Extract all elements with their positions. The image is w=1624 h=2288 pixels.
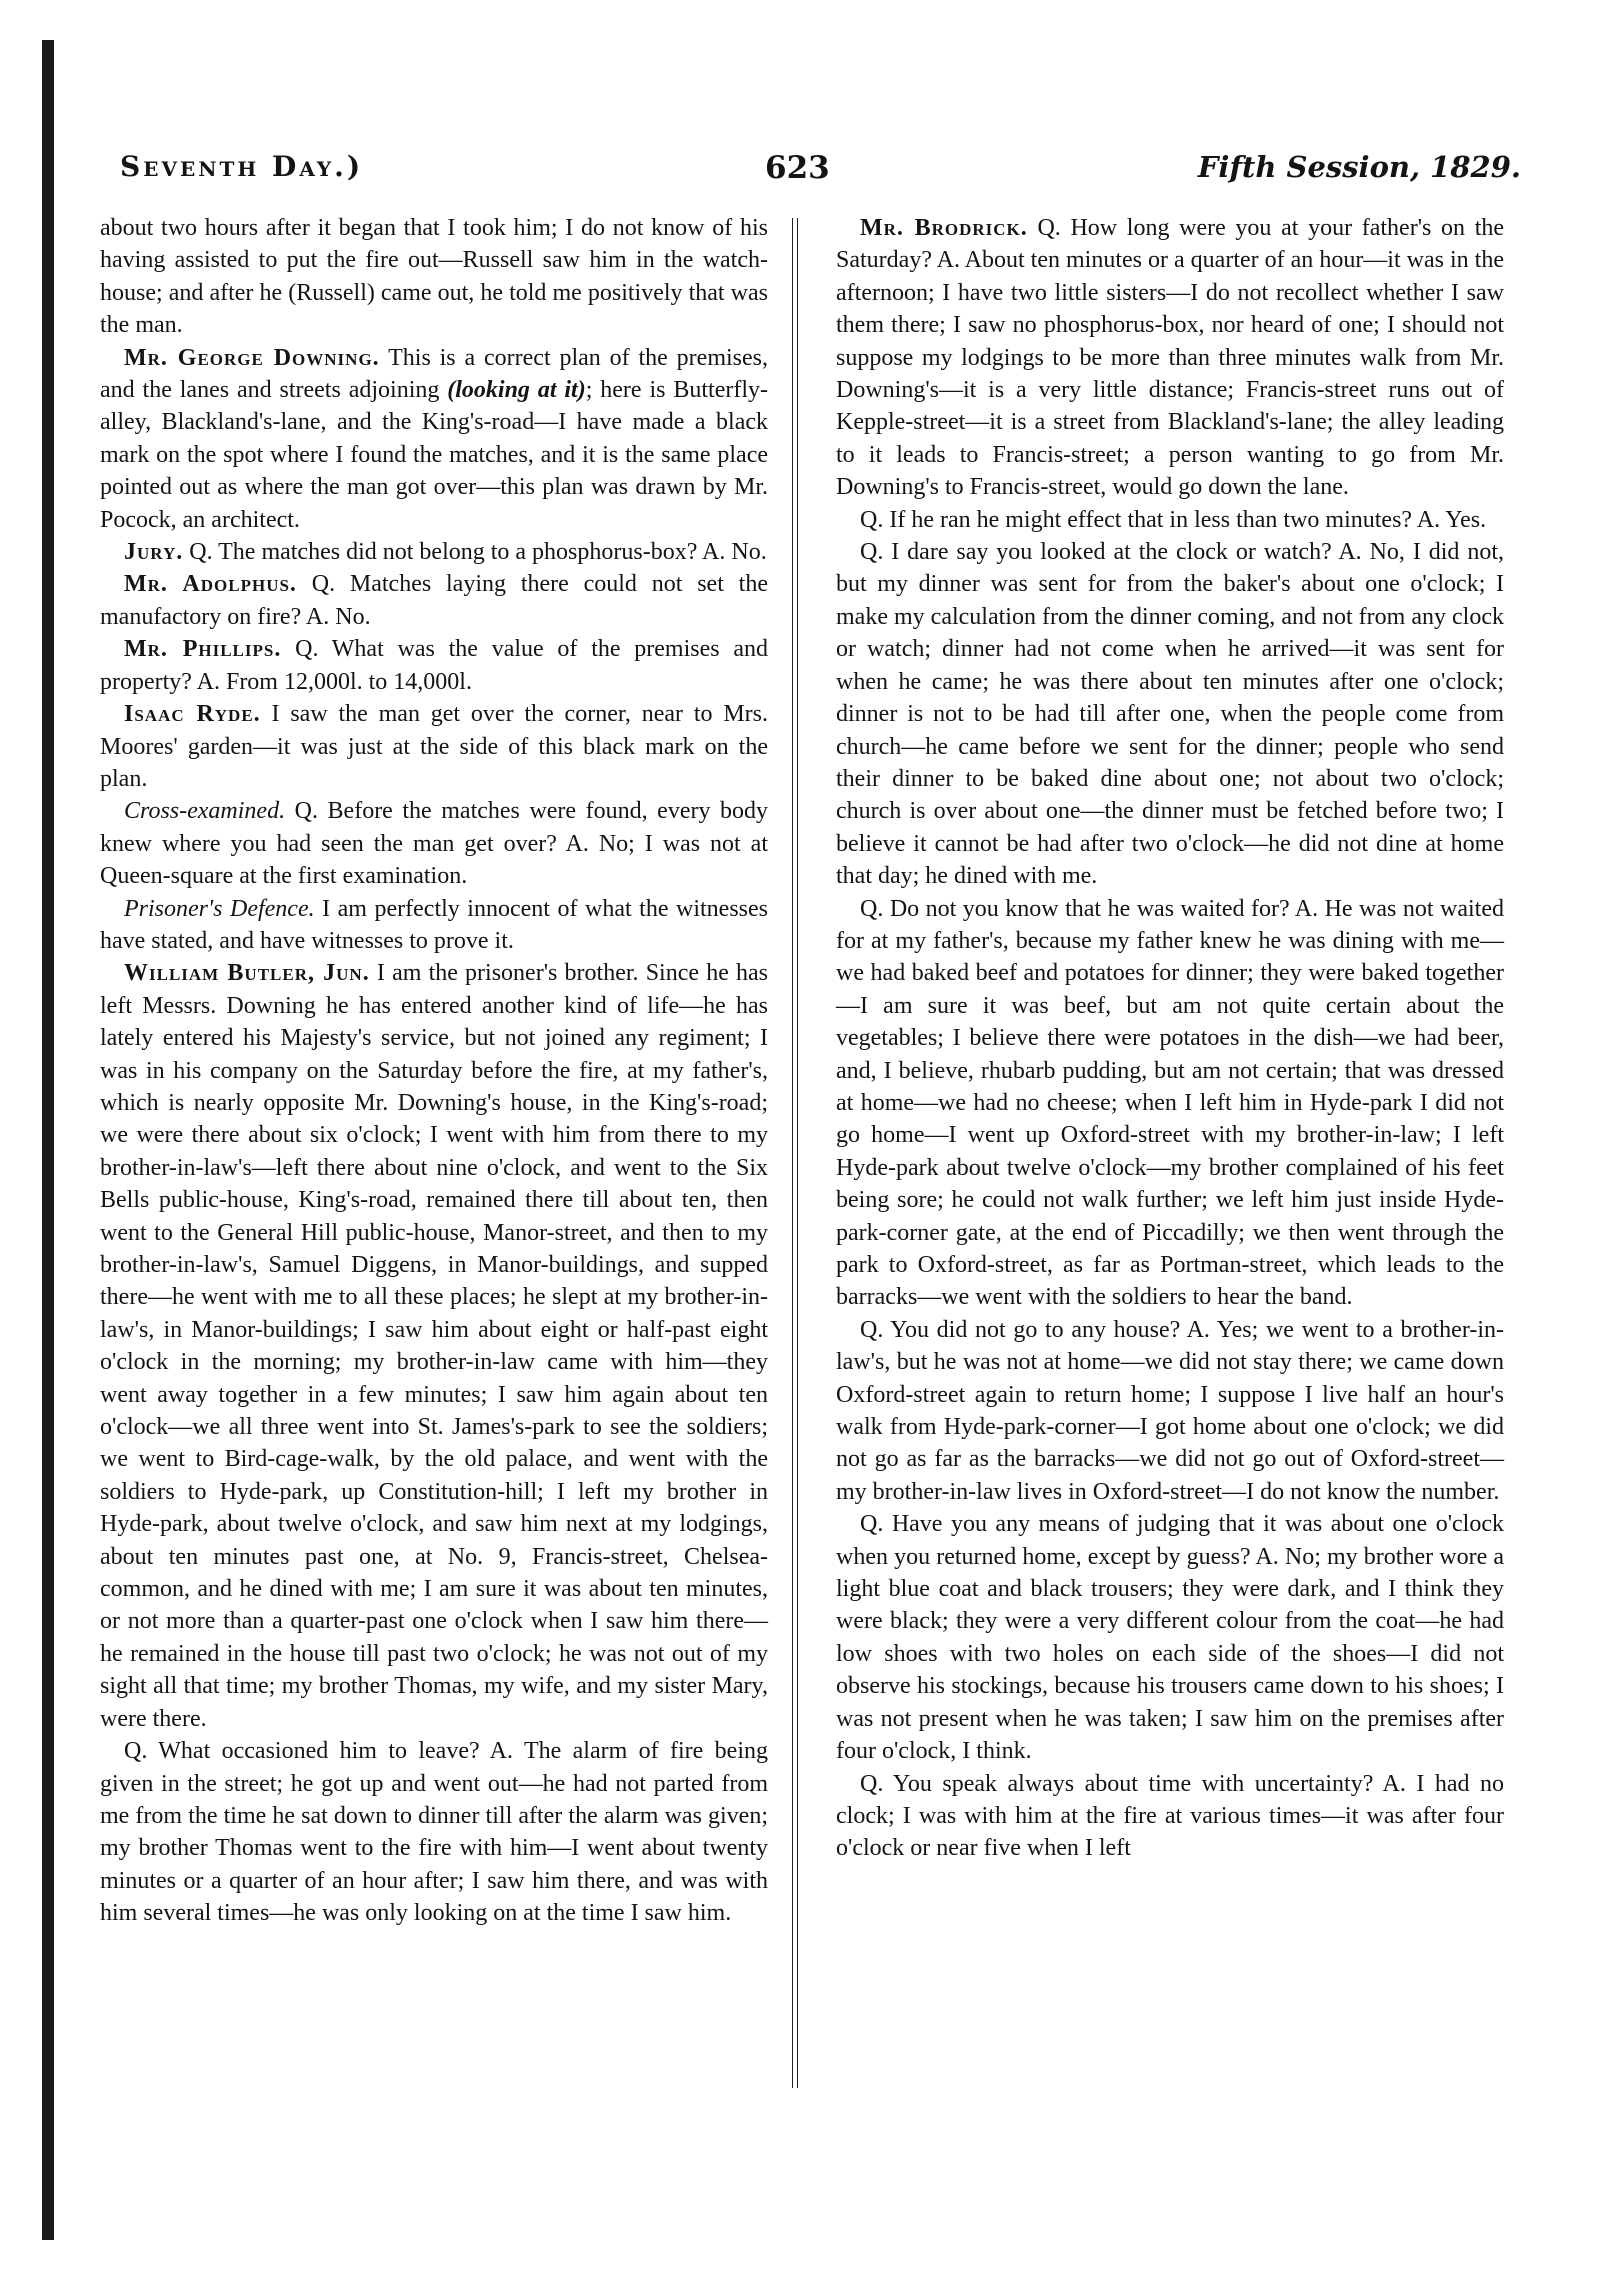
paragraph xyxy=(836,1508,1504,1767)
paragraph xyxy=(100,698,768,795)
paragraph-text: Q. I dare say you looked at the clock or watch? A. No, I did not, but my dinner was sent for from the baker's about one o'clock; I make my calculation from the dinner coming, and not from any clock or watch; dinner had not come when he arrived—it was sent for when he came; he was there about ten minutes after one o'clock; dinner is not to be had till after one, when the people come from church—he came before we sent for the dinner; people who send their dinner to be baked dine about one; not about two o'clock; church is over about one—the dinner must be fetched before two; I believe it cannot be had after two o'clock—he did not dine at home that day; he dined with me. xyxy=(836,539,1504,890)
speaker-name: Mr. George Downing. xyxy=(124,344,380,371)
paragraph xyxy=(100,633,768,698)
paragraph-text: Q. You speak always about time with uncertainty? A. I had no clock; I was with him at the fire at various times—it was after four o'clock or near five when I left xyxy=(836,1770,1504,1862)
speaker-name: Jury. xyxy=(124,539,184,566)
paragraph xyxy=(100,893,768,958)
paragraph xyxy=(836,536,1504,892)
paragraph-text: Q. If he ran he might effect that in less than two minutes? A. Yes. xyxy=(860,506,1487,533)
paragraph xyxy=(836,1768,1504,1865)
stage-direction: (looking at it) xyxy=(447,377,586,404)
running-head-session: Fifth Session, 1829. xyxy=(1197,150,1521,184)
running-head-day: Seventh Day.) xyxy=(120,150,364,183)
section-label: Prisoner's Defence. xyxy=(124,895,315,922)
paragraph xyxy=(100,1735,768,1929)
paragraph-text: Q. Before the matches were found, every body knew where you had seen the man get over? A. No; I was not at Queen-square at the first examination. xyxy=(100,798,769,890)
paragraph xyxy=(836,504,1504,536)
paragraph xyxy=(100,536,768,568)
paragraph xyxy=(100,568,768,633)
left-column xyxy=(100,212,768,1930)
paragraph-text: I am the prisoner's brother. Since he has left Messrs. Downing he has entered another kind of life—he has lately entered his Majesty's service, but not joined any regiment; I was in his company on the Saturday before the fire, at my father's, which is nearly opposite Mr. Downing's house, in the King's-road; we were there about six o'clock; I went with him from there to my brother-in-law's—left there about nine o'clock, and went to the Six Bells public-house, King's-road, remained there till about ten, then went to the General Hill public-house, Manor-street, and then to my brother-in-law's, Samuel Diggens, in Manor-buildings, and supped there—he went with me to all these places; he slept at my brother-in-law's, in Manor-buildings; I saw him about eight or half-past eight o'clock in the morning; my brother-in-law came with him—they went away together in a few minutes; I saw him again about ten o'clock—we all three went into St. James's-park to see the soldiers; we went to Bird-cage-walk, by the old palace, and went with the soldiers to Hyde-park, up Constitution-hill; I left my brother in Hyde-park, about twelve o'clock, and saw him next at my lodgings, about ten minutes past one, at No. 9, Francis-street, Chelsea-common, and he dined with me; I am sure it was about ten minutes, or not more than a quarter-past one o'clock when I saw him there—he remained in the house till past two o'clock; he was not out of my sight all that time; my brother Thomas, my wife, and my sister Mary, were there. xyxy=(100,960,769,1732)
speaker-name: Isaac Ryde. xyxy=(124,701,261,728)
paragraph xyxy=(100,212,768,342)
column-divider xyxy=(792,218,798,2088)
paragraph-text: Q. Have you any means of judging that it was about one o'clock when you returned home, except by guess? A. No; my brother wore a light blue coat and black trousers; they were dark, and I think they were black; they were a very different colour from the coat—he had low shoes with two holes on each side of the shoes—I did not observe his stockings, because his trousers came down to his shoes; I was not present when he was taken; I saw him on the premises after four o'clock, I think. xyxy=(836,1511,1504,1765)
page-binding-edge xyxy=(42,40,54,2240)
paragraph-text: ; here is Butterfly-alley, Blackland's-lane, and the King's-road—I have made a black mark on the spot where I found the matches, and it is the same place pointed out as where the man got over—this plan was drawn by Mr. Pocock, an architect. xyxy=(100,377,768,533)
right-column xyxy=(836,212,1504,1865)
paragraph xyxy=(836,212,1504,504)
paragraph-text: Q. You did not go to any house? A. Yes; we went to a brother-in-law's, but he was not at home—we did not stay there; we came down Oxford-street again to return home; I suppose I live half an hour's walk from Hyde-park-corner—I got home about one o'clock; we did not go as far as the barracks—we did not go out of Oxford-street—my brother-in-law lives in Oxford-street—I do not know the number. xyxy=(836,1316,1504,1505)
page-number: 623 xyxy=(765,150,830,186)
paragraph xyxy=(100,342,768,536)
paragraph-text: Q. The matches did not belong to a phosphorus-box? A. No. xyxy=(189,539,767,566)
paragraph-text: Q. What occasioned him to leave? A. The alarm of fire being given in the street; he got up and went out—he had not parted from me from the time he sat down to dinner till after the alarm was given; my brother Thomas went to the fire with him—I went about twenty minutes or a quarter of an hour after; I saw him there, and was with him several times—he was only looking on at the time I saw him. xyxy=(100,1738,768,1927)
paragraph xyxy=(836,893,1504,1314)
paragraph-text: Q. What was the value of the premises and property? A. From 12,000l. to 14,000l. xyxy=(100,636,769,695)
section-label: Cross-examined. xyxy=(124,798,286,825)
speaker-name: William Butler, Jun. xyxy=(124,960,370,987)
speaker-name: Mr. Phillips. xyxy=(124,636,282,663)
paragraph xyxy=(100,957,768,1735)
paragraph xyxy=(100,795,768,892)
paragraph-text: about two hours after it began that I took him; I do not know of his having assisted to put the fire out—Russell saw him in the watch-house; and after he (Russell) came out, he told me positively that was the man. xyxy=(100,215,768,339)
paragraph-text: I am perfectly innocent of what the witnesses have stated, and have witnesses to prove it. xyxy=(100,895,768,954)
paragraph-text: Q. How long were you at your father's on the Saturday? A. About ten minutes or a quarter of an hour—it was in the afternoon; I have two little sisters—I do not recollect whether I saw them there; I saw no phosphorus-box, nor heard of one; I should not suppose my lodgings to be more than three minutes walk from Mr. Downing's—it is a very little distance; Francis-street runs out of Kepple-street—it is a street from Blackland's-lane; the alley leading to it leads to Francis-street; a person wanting to go from Mr. Downing's to Francis-street, would go down the lane. xyxy=(836,215,1505,501)
paragraph-text: Q. Do not you know that he was waited for? A. He was not waited for at my father's, because my father knew he was dining with me—we had baked beef and potatoes for dinner; they were baked together—I am sure it was beef, but am not quite certain about the vegetables; I believe there were potatoes in the dish—we had beer, and, I believe, rhubarb pudding, but am not certain; that was dressed at home—we had no cheese; when I left him in Hyde-park I did not go home—I went up Oxford-street with my brother-in-law; I left Hyde-park about twelve o'clock—my brother complained of his feet being sore; he could not walk further; we left him just inside Hyde-park-corner gate, at the end of Piccadilly; we then went through the park to Oxford-street, as far as Portman-street, which leads to the barracks—we went with the soldiers to hear the band. xyxy=(836,895,1504,1311)
paragraph-text: This is a correct plan of the premises, and the lanes and streets adjoining xyxy=(100,344,768,404)
paragraph xyxy=(836,1314,1504,1508)
speaker-name: Mr. Adolphus. xyxy=(124,571,297,598)
paragraph-text: Q. Matches laying there could not set the manufactory on fire? A. No. xyxy=(100,571,768,630)
paragraph-text: I saw the man get over the corner, near to Mrs. Moores' garden—it was just at the side of this black mark on the plan. xyxy=(100,701,768,792)
speaker-name: Mr. Brodrick. xyxy=(860,215,1028,241)
